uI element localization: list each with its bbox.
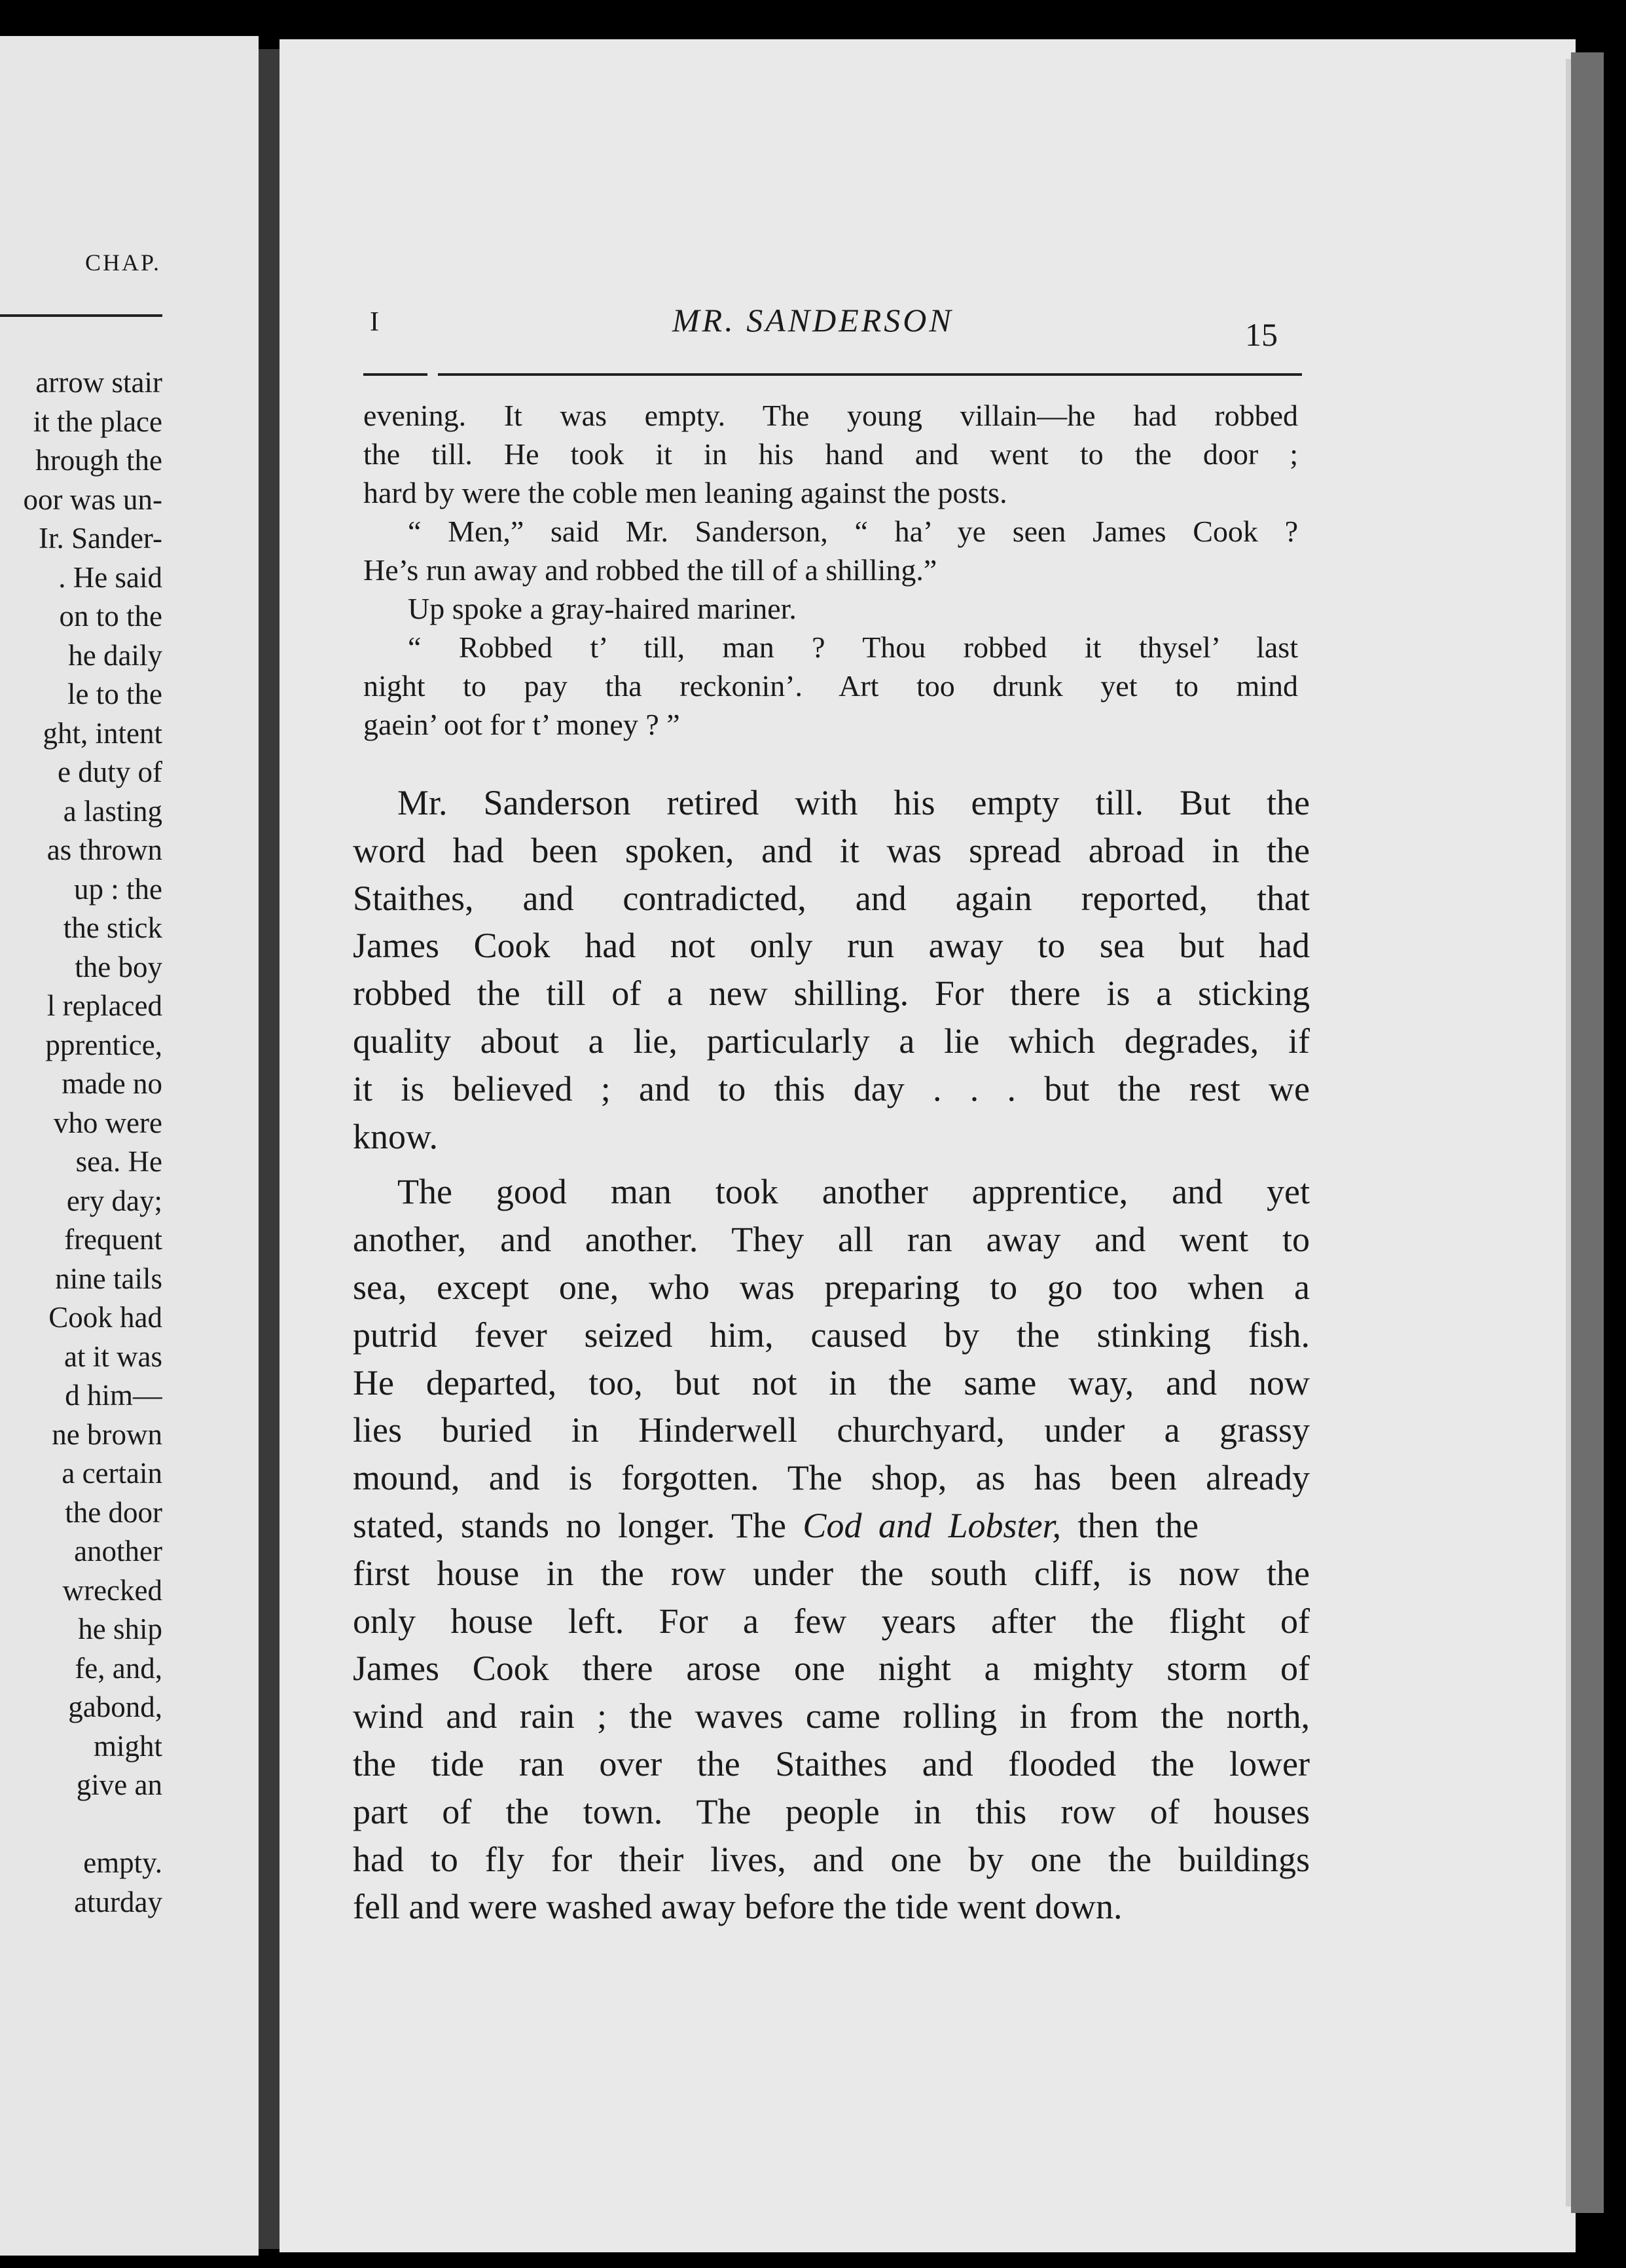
left-page-line: as thrown (46, 833, 162, 866)
header-rule-long (438, 373, 1302, 376)
line-text: then the (1061, 1505, 1199, 1545)
left-page-line: made no (62, 1067, 162, 1100)
left-page-line: at it was (64, 1340, 162, 1373)
left-page-line: aturday (74, 1885, 162, 1918)
running-head (280, 301, 1576, 353)
left-page-text (0, 363, 162, 1922)
left-page-line: up : the (74, 872, 162, 905)
left-page-line: the door (65, 1495, 162, 1529)
paragraph-line: Staithes, and contradicted, and again reported, that (353, 878, 1310, 918)
line-text: stated, stands no longer. The (353, 1505, 803, 1545)
paragraph-line: lies buried in Hinderwell churchyard, under a grassy (353, 1410, 1310, 1450)
left-page-line: l replaced (46, 989, 162, 1022)
left-page-header: CHAP. (85, 249, 162, 276)
paragraph-line: mound, and is forgotten. The shop, as has been already (353, 1458, 1310, 1498)
left-page-line: another (74, 1535, 162, 1567)
left-page-line: Ir. Sander- (38, 522, 162, 555)
paragraph-line: part of the town. The people in this row of houses (353, 1791, 1310, 1831)
paragraph-line: The good man took another apprentice, and yet (397, 1172, 1310, 1212)
left-page-line: d him— (65, 1379, 162, 1412)
left-page-line: the stick (63, 911, 162, 944)
left-page-line: ery day; (66, 1184, 162, 1217)
book-spine (259, 49, 280, 2249)
extract-line: He’s run away and robbed the till of a shilling.” (363, 553, 937, 587)
paragraph-line: know. (353, 1116, 438, 1156)
chapter-number: I (370, 307, 379, 337)
left-page-line: gabond, (68, 1691, 162, 1723)
extract-line: gaein’ oot for t’ money ? ” (363, 708, 680, 741)
extract-line: hard by were the coble men leaning against the posts. (363, 476, 1007, 509)
left-page-line: frequent (64, 1223, 162, 1256)
paragraph-line: it is believed ; and to this day . . . but the rest we (353, 1069, 1310, 1108)
left-page-line: the boy (75, 950, 162, 983)
left-page-line: it the place (33, 405, 162, 438)
paragraph-line: James Cook there arose one night a mighty storm of (353, 1649, 1310, 1689)
extract-block (363, 396, 1298, 744)
extract-line: evening. It was empty. The young villain—he had robbed (363, 399, 1298, 432)
left-page-line: pprentice, (45, 1028, 162, 1061)
body-text (353, 779, 1310, 1931)
left-page-line: sea. He (75, 1145, 162, 1178)
paragraph-line: sea, except one, who was preparing to go too when a (353, 1267, 1310, 1307)
page-stack-edge (1571, 52, 1604, 2213)
left-page-line (0, 1805, 162, 1844)
header-rule-short (363, 373, 427, 376)
left-page-line: wrecked (62, 1573, 162, 1607)
paragraph-line (353, 1502, 1310, 1550)
paragraph-line: the tide ran over the Staithes and flooded the lower (353, 1744, 1310, 1783)
left-page-line: vho were (53, 1106, 162, 1139)
paragraph-line: had to fly for their lives, and one by one the buildings (353, 1839, 1310, 1879)
paragraph-line: another, and another. They all ran away and went to (353, 1220, 1310, 1260)
paragraph-line: only house left. For a few years after the flight of (353, 1601, 1310, 1641)
previous-page (0, 36, 259, 2256)
paragraph-gap (353, 1160, 1310, 1168)
left-page-line: oor was un- (23, 483, 162, 516)
left-page-line: hrough the (35, 444, 162, 477)
extract-line: the till. He took it in his hand and went to the door ; (363, 437, 1298, 471)
paragraph-line: fell and were washed away before the tide went down. (353, 1887, 1123, 1927)
extract-line: “ Robbed t’ till, man ? Thou robbed it thysel’ last (408, 631, 1298, 664)
left-page-line: might (93, 1729, 162, 1763)
paragraph-line: word had been spoken, and it was spread abroad in the (353, 830, 1310, 870)
left-page-line: nine tails (55, 1262, 162, 1295)
left-page-line: give an (76, 1768, 162, 1801)
left-page-line: on to the (59, 600, 162, 632)
left-page-line: e duty of (58, 756, 162, 788)
left-page-line: a lasting (63, 794, 162, 828)
left-page-line: le to the (67, 678, 162, 710)
paragraph-line: He departed, too, but not in the same way, and now (353, 1363, 1310, 1402)
paragraph-line: putrid fever seized him, caused by the stinking fish. (353, 1315, 1310, 1355)
paragraph-line: first house in the row under the south cliff, is now the (353, 1553, 1310, 1593)
left-page-line: he ship (78, 1613, 162, 1645)
current-page (280, 39, 1576, 2252)
left-page-line: empty. (83, 1846, 162, 1879)
left-page-line: ne brown (52, 1418, 162, 1451)
paragraph-line: wind and rain ; the waves came rolling in from the north, (353, 1696, 1310, 1736)
left-page-line: . He said (58, 560, 162, 594)
extract-line: “ Men,” said Mr. Sanderson, “ ha’ ye seen James Cook ? (408, 515, 1298, 548)
left-page-line: arrow stair (35, 366, 162, 399)
left-page-line: a certain (62, 1457, 162, 1490)
paragraph-line: James Cook had not only run away to sea but had (353, 926, 1310, 966)
left-page-line: Cook had (48, 1301, 162, 1334)
paragraph-line: quality about a lie, particularly a lie which degrades, if (353, 1021, 1310, 1061)
extract-line: Up spoke a gray-haired mariner. (408, 592, 797, 625)
left-page-line: ght, intent (43, 716, 162, 750)
left-page-line: fe, and, (75, 1651, 162, 1685)
inn-name-italic: Cod and Lobster, (803, 1505, 1061, 1545)
paragraph-line: Mr. Sanderson retired with his empty till. But the (397, 783, 1310, 822)
paragraph-line: robbed the till of a new shilling. For there is a sticking (353, 974, 1310, 1014)
left-page-line: he daily (68, 638, 162, 672)
left-header-rule (0, 314, 162, 317)
page-number: 15 (1245, 316, 1278, 353)
running-title: MR. SANDERSON (672, 302, 954, 338)
extract-line: night to pay tha reckonin’. Art too drunk yet to mind (363, 669, 1298, 703)
